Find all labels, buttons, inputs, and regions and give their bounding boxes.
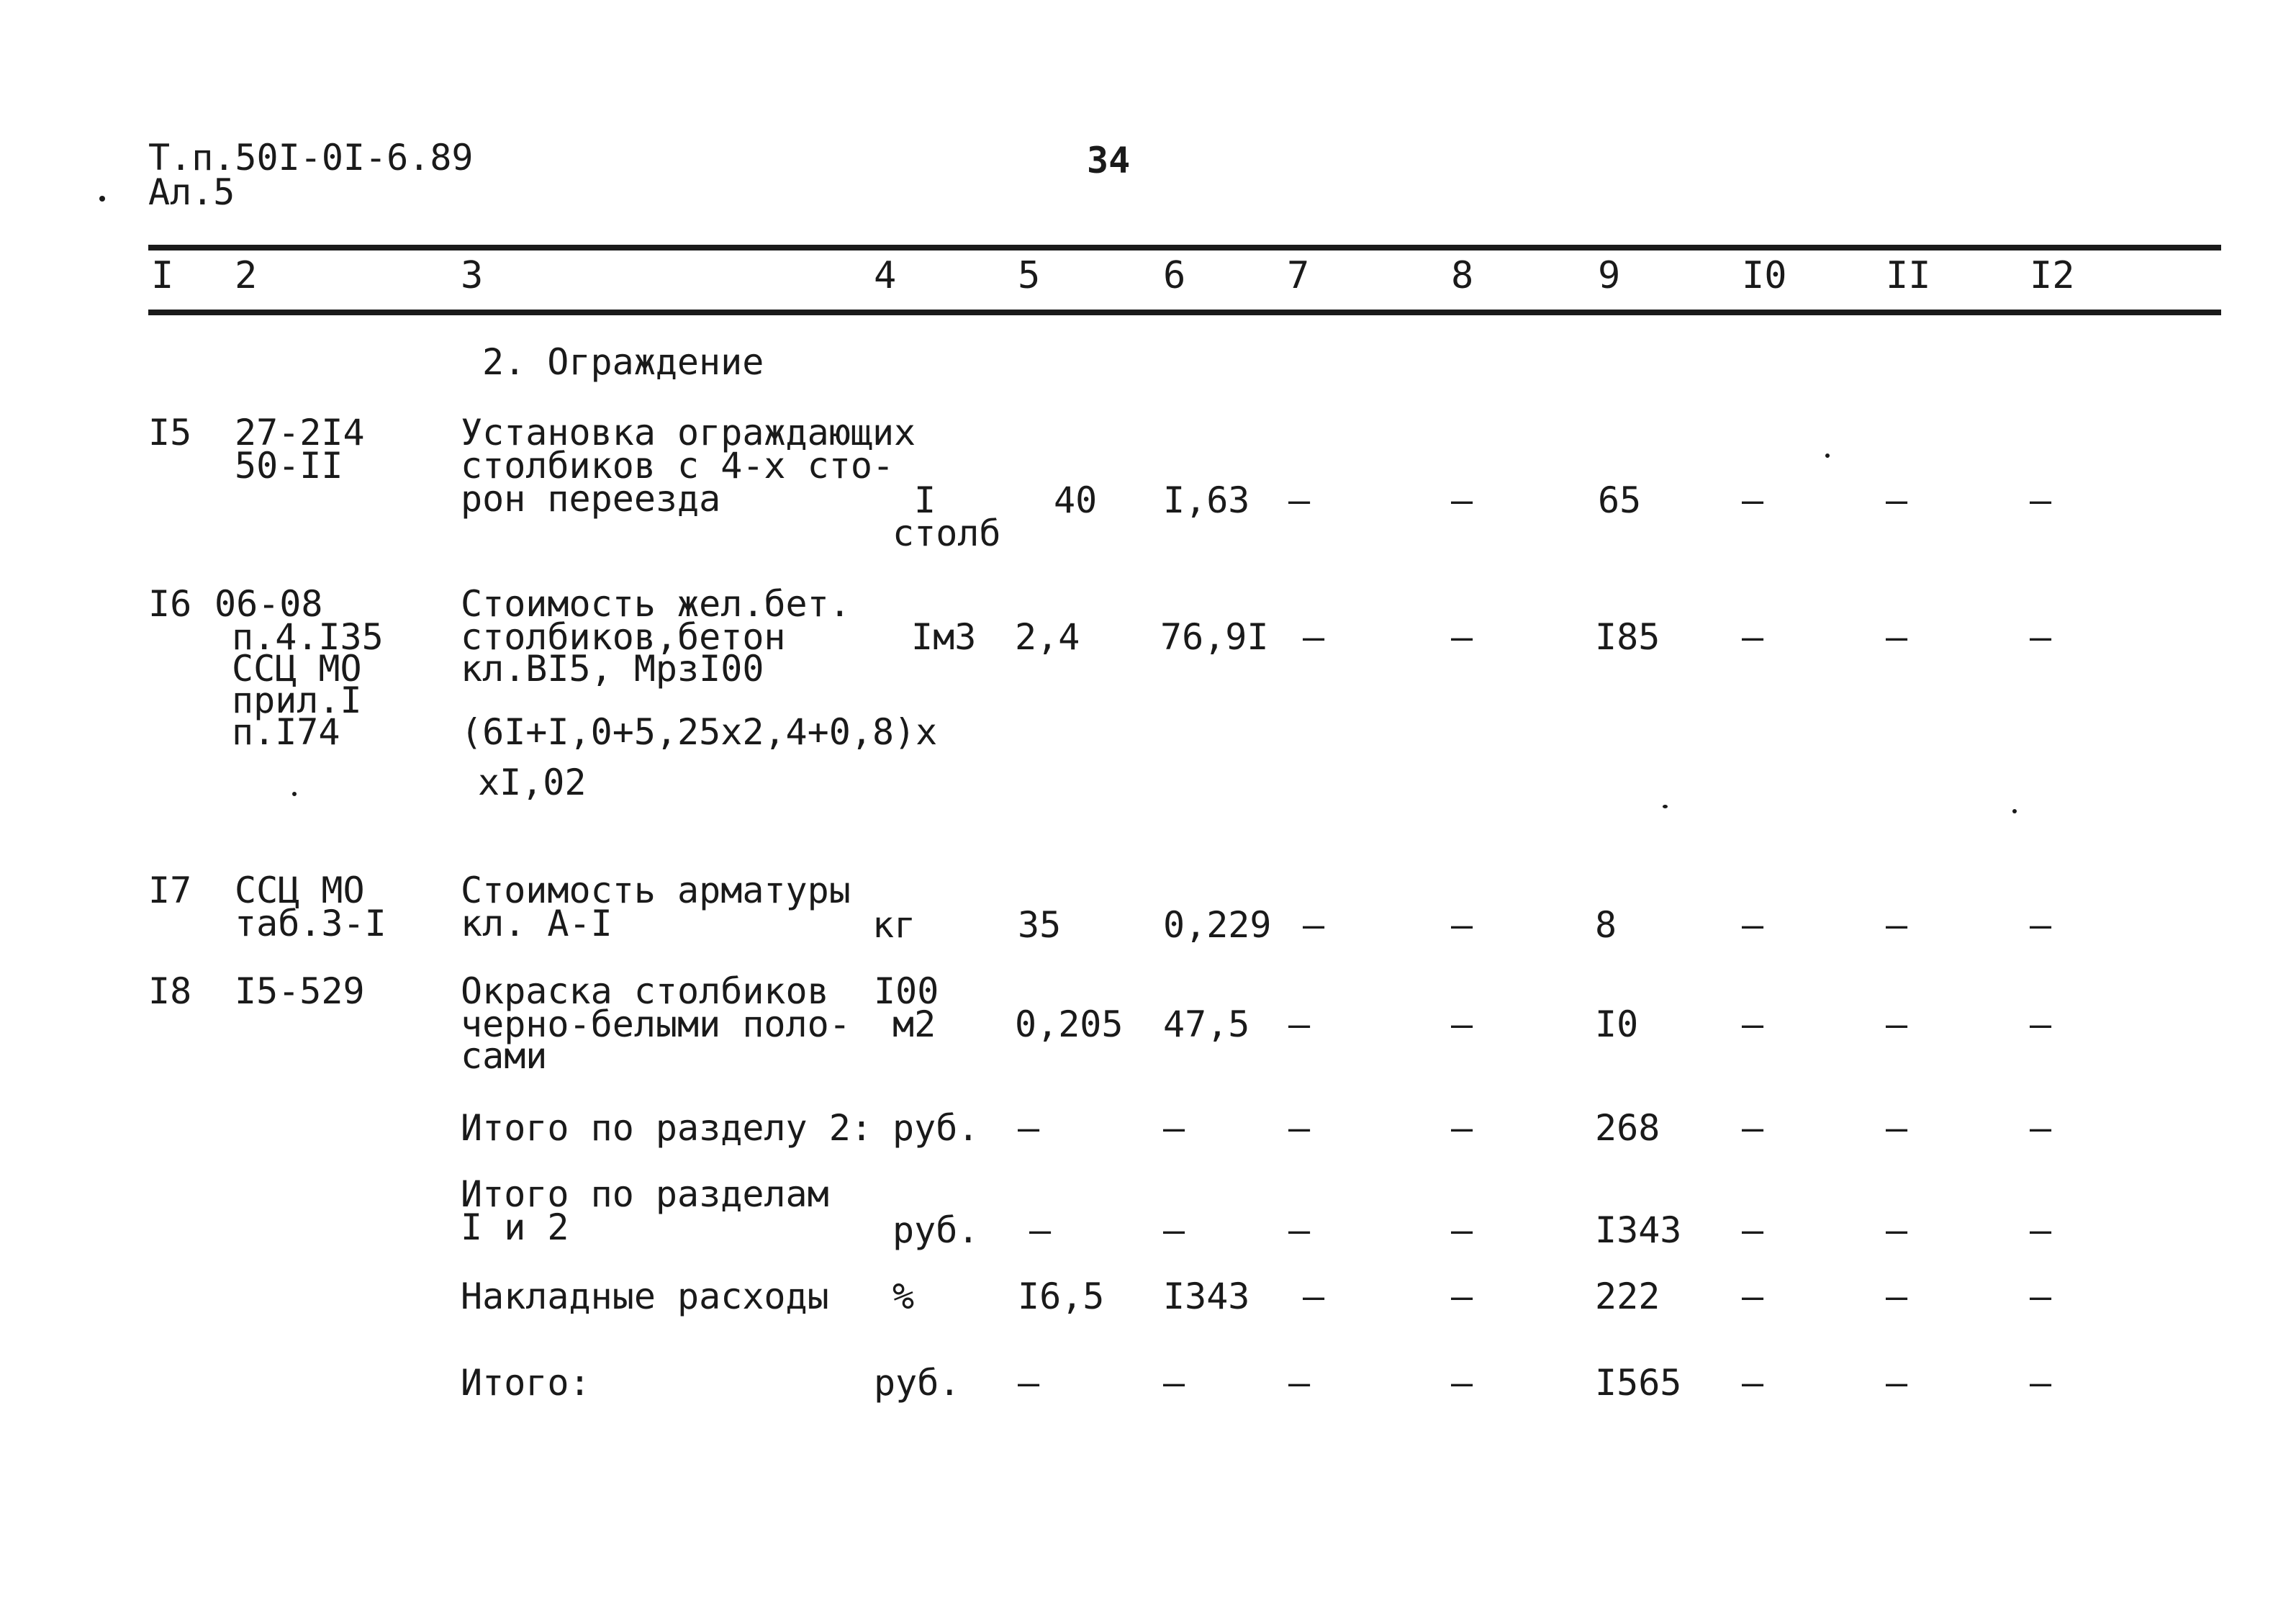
norm-code: п.I74 [232, 711, 340, 753]
col7-value: – [1288, 1209, 1311, 1251]
table-header-rule [148, 310, 2221, 315]
norm-code: 50-II [235, 445, 343, 487]
column-header-9: 9 [1598, 254, 1621, 297]
work-description: Стоимость жел.бет. [461, 583, 851, 625]
quantity: 40 [1054, 479, 1098, 521]
speck [2012, 809, 2017, 813]
total-unit: руб. [892, 1107, 980, 1149]
col9-value: 65 [1598, 479, 1642, 521]
quantity: 0,205 [1015, 1003, 1124, 1045]
column-header-10: I0 [1742, 254, 1787, 297]
total-unit: руб. [892, 1209, 980, 1251]
col8-value: – [1451, 1362, 1473, 1404]
unit: I [914, 479, 936, 521]
document-code: Т.п.50I-0I-6.89 [148, 137, 474, 179]
col11-value: – [1886, 1107, 1908, 1149]
col6-value: – [1163, 1209, 1185, 1251]
col10-value: – [1742, 479, 1764, 521]
col10-value: – [1742, 1362, 1764, 1404]
col8-value: – [1451, 479, 1473, 521]
col12-value: – [2030, 904, 2052, 946]
row-number: I7 [148, 870, 192, 911]
col6-value: I343 [1163, 1276, 1250, 1317]
speck [292, 792, 297, 796]
col10-value: – [1742, 1003, 1764, 1045]
col12-value: – [2030, 1003, 2052, 1045]
row-number: I6 [148, 583, 192, 625]
col8-value: – [1451, 1107, 1473, 1149]
unit-price: 76,9I [1160, 616, 1269, 658]
col11-value: – [1886, 1209, 1908, 1251]
col7-value: – [1288, 1003, 1311, 1045]
col12-value: – [2030, 1209, 2052, 1251]
margin-mark [99, 196, 105, 202]
unit-price: 47,5 [1163, 1003, 1250, 1045]
col8-value: – [1451, 904, 1473, 946]
work-description: рон переезда [461, 478, 721, 520]
speck [1825, 453, 1830, 458]
col7-value: – [1303, 1276, 1325, 1317]
work-description: сами [461, 1035, 548, 1077]
page-number: 34 [1087, 140, 1131, 181]
norm-code: 27-2I4 [235, 412, 365, 453]
col9-value: 8 [1595, 904, 1617, 946]
col11-value: – [1886, 616, 1908, 658]
col11-value: – [1886, 1276, 1908, 1317]
column-header-7: 7 [1287, 254, 1310, 297]
quantity: 35 [1018, 904, 1062, 946]
column-header-6: 6 [1163, 254, 1186, 297]
norm-code: ССЦ МО [232, 648, 362, 690]
unit: I00 [874, 970, 939, 1012]
col10-value: – [1742, 1107, 1764, 1149]
col8-value: – [1451, 1276, 1473, 1317]
col10-value: – [1742, 904, 1764, 946]
column-header-8: 8 [1451, 254, 1474, 297]
col10-value: – [1742, 616, 1764, 658]
col6-value: – [1163, 1107, 1185, 1149]
col7-value: – [1288, 479, 1311, 521]
total-label: Итого: [461, 1362, 591, 1404]
col5-value: – [1018, 1362, 1040, 1404]
col8-value: – [1451, 1003, 1473, 1045]
unit-price: I,63 [1163, 479, 1250, 521]
work-description: Стоимость арматуры [461, 870, 851, 911]
work-description: Установка ограждающих [461, 412, 916, 453]
work-description: кл. А-I [461, 903, 613, 944]
col12-value: – [2030, 616, 2052, 658]
col7-value: – [1303, 616, 1325, 658]
work-description: черно-белыми поло- [461, 1003, 851, 1045]
col11-value: – [1886, 904, 1908, 946]
total-label: I и 2 [461, 1206, 569, 1248]
col7-value: – [1303, 904, 1325, 946]
col9-value: I85 [1595, 616, 1660, 658]
column-header-12: I2 [2030, 254, 2075, 297]
col12-value: – [2030, 479, 2052, 521]
work-description: столбиков,бетон [461, 616, 786, 658]
col9-value: 268 [1595, 1107, 1660, 1149]
speck [1663, 805, 1668, 808]
column-header-3: 3 [461, 254, 484, 297]
unit-price: 0,229 [1163, 904, 1272, 946]
col7-value: – [1288, 1362, 1311, 1404]
column-header-5: 5 [1018, 254, 1041, 297]
calculation-formula: (6I+I,0+5,25х2,4+0,8)х [461, 711, 938, 753]
total-label: Итого по разделам [461, 1173, 829, 1215]
total-label: Накладные расходы [461, 1276, 829, 1317]
unit: м2 [892, 1003, 936, 1045]
col9-value: I0 [1595, 1003, 1639, 1045]
album-number: Ал.5 [148, 171, 235, 213]
unit: кг [872, 904, 916, 946]
work-description: Окраска столбиков [461, 970, 829, 1012]
table-top-rule [148, 245, 2221, 250]
col12-value: – [2030, 1107, 2052, 1149]
section-title: 2. Ограждение [482, 341, 764, 383]
norm-code: 06-08 [214, 583, 323, 625]
norm-code: п.4.I35 [232, 616, 384, 658]
col5-value: I6,5 [1018, 1276, 1105, 1317]
work-description: кл.BI5, МрзI00 [461, 648, 764, 690]
norm-code: ССЦ МО [235, 870, 365, 911]
quantity: 2,4 [1015, 616, 1080, 658]
col9-value: 222 [1595, 1276, 1660, 1317]
column-header-4: 4 [874, 254, 897, 297]
col6-value: – [1163, 1362, 1185, 1404]
unit: Iм3 [911, 616, 977, 658]
total-label: Итого по разделу 2: [461, 1107, 872, 1149]
col12-value: – [2030, 1362, 2052, 1404]
col11-value: – [1886, 1362, 1908, 1404]
norm-code: прил.I [232, 680, 362, 721]
work-description: столбиков с 4-х сто- [461, 445, 895, 487]
col5-value: – [1018, 1107, 1040, 1149]
col8-value: – [1451, 1209, 1473, 1251]
norm-code: таб.3-I [235, 903, 387, 944]
row-number: I5 [148, 412, 192, 453]
calculation-formula: хI,02 [478, 762, 587, 803]
column-header-2: 2 [235, 254, 258, 297]
col8-value: – [1451, 616, 1473, 658]
col7-value: – [1288, 1107, 1311, 1149]
column-header-11: II [1886, 254, 1931, 297]
col12-value: – [2030, 1276, 2052, 1317]
row-number: I8 [148, 970, 192, 1012]
col10-value: – [1742, 1276, 1764, 1317]
col9-value: I343 [1595, 1209, 1682, 1251]
col5-value: – [1029, 1209, 1052, 1251]
unit: столб [892, 513, 1001, 554]
total-unit: руб. [874, 1362, 961, 1404]
col11-value: – [1886, 479, 1908, 521]
norm-code: I5-529 [235, 970, 365, 1012]
col10-value: – [1742, 1209, 1764, 1251]
total-unit: % [892, 1276, 915, 1317]
column-header-1: I [151, 254, 174, 297]
col9-value: I565 [1595, 1362, 1682, 1404]
col11-value: – [1886, 1003, 1908, 1045]
